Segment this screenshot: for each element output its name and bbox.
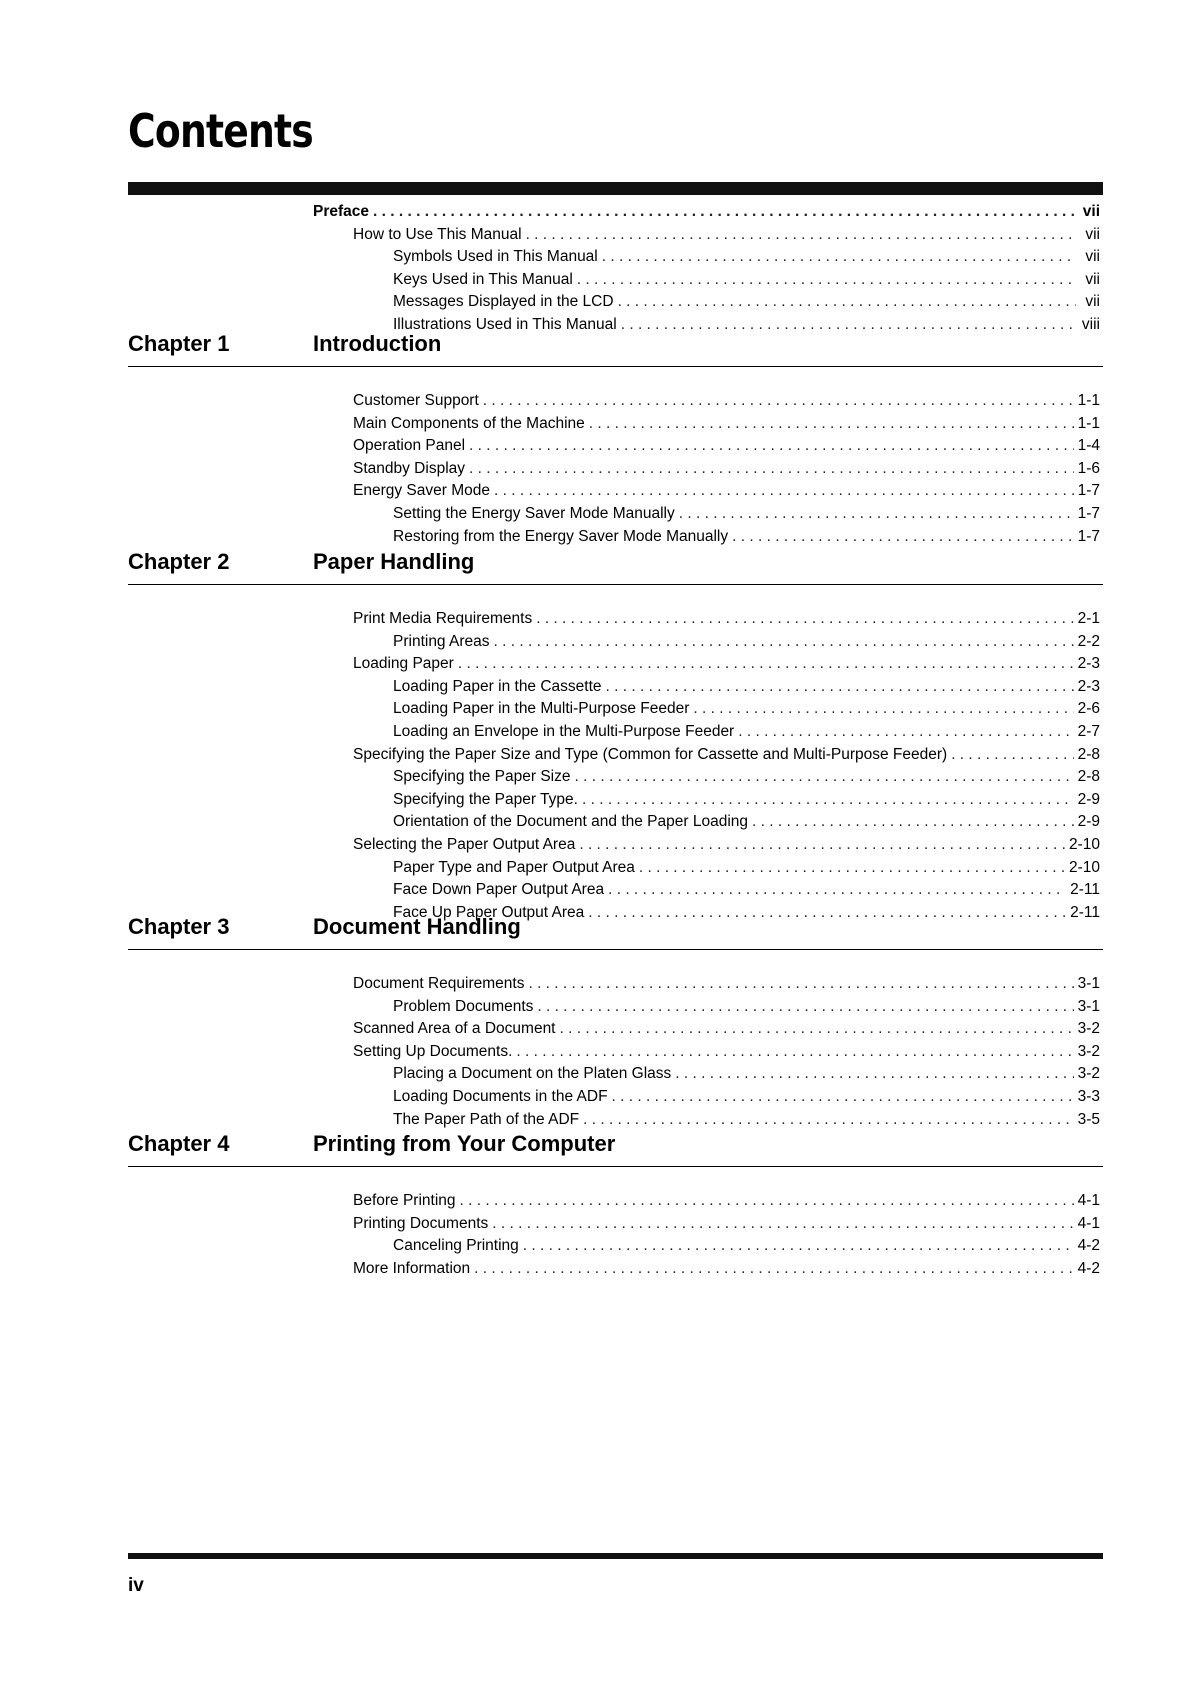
title-rule (128, 182, 1103, 195)
toc-entry-page: 1-1 (1077, 392, 1100, 409)
toc-entry[interactable] (393, 314, 1100, 337)
chapter-rule (128, 1166, 1103, 1167)
toc-entry-page: vii (1085, 248, 1100, 266)
toc-entry[interactable] (353, 224, 1100, 247)
dot-leader (373, 201, 1076, 224)
dot-leader (679, 503, 1074, 526)
toc-entry-page: 1-6 (1077, 459, 1100, 477)
toc-entry-page: 4-2 (1077, 1259, 1100, 1277)
chapter-rule (128, 366, 1103, 367)
toc-entry-label: Keys Used in This Manual (393, 270, 573, 288)
dot-leader (618, 291, 1076, 314)
toc-entry-page: 2-3 (1077, 655, 1100, 673)
toc-entry-page: 2-9 (1077, 790, 1100, 808)
chapter-entries (0, 390, 1190, 548)
toc-entry-page: vii (1085, 225, 1100, 243)
dot-leader (621, 314, 1076, 337)
toc-entry[interactable] (313, 201, 1100, 224)
toc-entry[interactable] (353, 744, 1100, 767)
toc-entry-page: 2-10 (1068, 858, 1100, 876)
chapter-label: Chapter 3 (128, 914, 230, 939)
chapter-title[interactable]: Introduction (313, 331, 442, 356)
dot-leader (693, 698, 1073, 721)
toc-entry[interactable] (393, 857, 1100, 880)
toc-entry-page: 2-7 (1077, 722, 1100, 740)
toc-entry-page: vii (1085, 293, 1100, 311)
toc-entry[interactable] (353, 973, 1100, 996)
toc-entry-page: 3-2 (1077, 1042, 1100, 1060)
chapter-entries (0, 608, 1190, 924)
chapter-label: Chapter 1 (128, 331, 230, 356)
toc-entry-label: More Information (353, 1259, 471, 1277)
toc-entry[interactable] (393, 1063, 1100, 1086)
dot-leader (536, 608, 1073, 631)
chapter-entries (0, 1190, 1190, 1280)
dot-leader (516, 1041, 1073, 1064)
toc-entry-label: Setting Up Documents. (353, 1042, 513, 1060)
toc-entry-label: Loading Paper (353, 655, 454, 673)
toc-entry[interactable] (393, 631, 1100, 654)
toc-entry-label: Preface (313, 203, 370, 220)
toc-entry-label: Face Up Paper Output Area (393, 903, 585, 921)
toc-entry-page: 2-3 (1077, 677, 1100, 695)
dot-leader (494, 631, 1074, 654)
toc-entry-label: Loading an Envelope in the Multi-Purpose Feeder (393, 722, 735, 740)
toc-entry-page: 2-8 (1077, 768, 1100, 786)
toc-entry[interactable] (393, 291, 1100, 314)
dot-leader (589, 413, 1074, 436)
toc-entry-label: Specifying the Paper Size and Type (Common for Cassette and Multi-Purpose Feeder) (353, 745, 948, 763)
toc-entry-page: 3-3 (1077, 1087, 1100, 1105)
toc-entry[interactable] (393, 996, 1100, 1019)
toc-entry-label: Setting the Energy Saver Mode Manually (393, 504, 675, 522)
toc-entry-label: Standby Display (353, 459, 466, 477)
toc-entry-label: Restoring from the Energy Saver Mode Manually (393, 527, 729, 545)
dot-leader (588, 902, 1066, 925)
toc-entry[interactable] (353, 390, 1100, 413)
toc-entry-label: Face Down Paper Output Area (393, 881, 605, 899)
chapter-rule (128, 584, 1103, 585)
toc-entry-page: 1-7 (1077, 527, 1100, 545)
dot-leader (469, 435, 1074, 458)
toc-entry-label: Problem Documents (393, 997, 534, 1015)
dot-leader (675, 1063, 1073, 1086)
toc-entry[interactable] (393, 879, 1100, 902)
toc-entry-label: How to Use This Manual (353, 225, 522, 243)
toc-entry[interactable] (393, 721, 1100, 744)
toc-entry[interactable] (393, 1109, 1100, 1132)
toc-entry-page: 3-2 (1077, 1020, 1100, 1038)
toc-entry[interactable] (393, 1235, 1100, 1258)
toc-entry-label: Specifying the Paper Size (393, 768, 571, 786)
toc-entry[interactable] (353, 608, 1100, 631)
toc-entry-label: Specifying the Paper Type. (393, 790, 578, 808)
dot-leader (579, 834, 1065, 857)
toc-entry-label: Document Requirements (353, 975, 525, 992)
toc-entry-page: viii (1081, 315, 1100, 333)
chapter-title[interactable]: Document Handling (313, 914, 521, 939)
toc-entry-page: 2-8 (1077, 745, 1100, 763)
toc-entry-page: 3-2 (1077, 1065, 1100, 1083)
chapter-rule (128, 949, 1103, 950)
dot-leader (606, 676, 1074, 699)
dot-leader (526, 224, 1076, 247)
dot-leader (460, 1190, 1074, 1213)
toc-entry[interactable] (353, 413, 1100, 436)
toc-entry[interactable] (353, 1190, 1100, 1213)
toc-entry-label: Printing Documents (353, 1214, 489, 1232)
toc-entry-page: vii (1082, 203, 1100, 220)
toc-entry-page: 1-4 (1077, 437, 1100, 455)
dot-leader (474, 1258, 1073, 1281)
chapter-title[interactable]: Printing from Your Computer (313, 1131, 616, 1156)
toc-entry[interactable] (353, 653, 1100, 676)
chapter-label: Chapter 4 (128, 1131, 230, 1156)
dot-leader (537, 996, 1073, 1019)
page-title: Contents (128, 104, 313, 158)
toc-entry-label: Selecting the Paper Output Area (353, 835, 576, 853)
toc-entry-label: Illustrations Used in This Manual (393, 315, 617, 333)
dot-leader (602, 246, 1076, 269)
dot-leader (560, 1018, 1074, 1041)
toc-entry-page: 4-1 (1077, 1192, 1100, 1209)
toc-entry[interactable] (393, 526, 1100, 549)
dot-leader (608, 879, 1066, 902)
dot-leader (752, 811, 1074, 834)
toc-entry-page: 1-7 (1077, 504, 1100, 522)
toc-entry-page: 1-7 (1077, 482, 1100, 500)
toc-entry[interactable] (393, 811, 1100, 834)
dot-leader (458, 653, 1074, 676)
toc-entry[interactable] (353, 1018, 1100, 1041)
dot-leader (732, 526, 1073, 549)
toc-entry[interactable] (353, 458, 1100, 481)
toc-entry-page: 4-2 (1077, 1237, 1100, 1255)
toc-entry-label: Operation Panel (353, 437, 466, 455)
toc-entry-page: 2-10 (1068, 835, 1100, 853)
toc-entry[interactable] (393, 503, 1100, 526)
dot-leader (639, 857, 1065, 880)
toc-entry[interactable] (353, 834, 1100, 857)
chapter-title[interactable]: Paper Handling (313, 549, 475, 574)
dot-leader (951, 744, 1073, 767)
toc-entry[interactable] (393, 698, 1100, 721)
toc-entry-label: Loading Documents in the ADF (393, 1087, 608, 1105)
toc-entry-label: Placing a Document on the Platen Glass (393, 1065, 672, 1083)
footer-rule (128, 1553, 1103, 1559)
dot-leader (528, 973, 1073, 996)
dot-leader (582, 789, 1074, 812)
toc-entry-label: Symbols Used in This Manual (393, 248, 598, 266)
toc-entry-page: 3-1 (1077, 975, 1100, 992)
toc-entry-label: Canceling Printing (393, 1237, 519, 1255)
dot-leader (469, 458, 1074, 481)
toc-entry-label: Main Components of the Machine (353, 414, 585, 432)
toc-entry-page: 2-2 (1077, 632, 1100, 650)
toc-entry[interactable] (393, 1086, 1100, 1109)
toc-entry-label: Before Printing (353, 1192, 456, 1209)
toc-entry[interactable] (393, 676, 1100, 699)
toc-entry-label: Messages Displayed in the LCD (393, 293, 614, 311)
toc-entry-label: Loading Paper in the Multi-Purpose Feeder (393, 700, 690, 718)
toc-entry-label: The Paper Path of the ADF (393, 1110, 580, 1128)
toc-entry[interactable] (353, 435, 1100, 458)
dot-leader (494, 480, 1074, 503)
toc-entry-page: 3-1 (1077, 997, 1100, 1015)
dot-leader (738, 721, 1073, 744)
toc-entry-page: vii (1085, 270, 1100, 288)
dot-leader (577, 269, 1076, 292)
chapter-label: Chapter 2 (128, 549, 230, 574)
toc-entry-page: 2-1 (1077, 610, 1100, 627)
toc-entry-page: 2-11 (1070, 903, 1100, 921)
toc-entry-page: 2-6 (1077, 700, 1100, 718)
toc-entry-label: Customer Support (353, 392, 479, 409)
toc-entry[interactable] (393, 789, 1100, 812)
toc-entry-page: 2-9 (1077, 813, 1100, 831)
toc-entry[interactable] (353, 480, 1100, 503)
toc-entry-label: Orientation of the Document and the Paper Loading (393, 813, 749, 831)
toc-entry-label: Scanned Area of a Document (353, 1020, 556, 1038)
toc-entry-label: Printing Areas (393, 632, 490, 650)
preface-section (0, 201, 1190, 337)
dot-leader (523, 1235, 1074, 1258)
toc-entry-page: 2-11 (1070, 881, 1100, 899)
chapter-entries (0, 973, 1190, 1131)
toc-entry[interactable] (353, 1213, 1100, 1236)
dot-leader (575, 766, 1074, 789)
dot-leader (492, 1213, 1073, 1236)
toc-entry-page: 3-5 (1077, 1110, 1100, 1128)
dot-leader (612, 1086, 1074, 1109)
footer-page-number: iv (128, 1575, 144, 1596)
toc-entry-label: Loading Paper in the Cassette (393, 677, 602, 695)
toc-entry[interactable] (393, 269, 1100, 292)
dot-leader (483, 390, 1074, 413)
toc-entry[interactable] (393, 766, 1100, 789)
toc-entry[interactable] (353, 1041, 1100, 1064)
toc-entry[interactable] (353, 1258, 1100, 1281)
toc-entry-page: 1-1 (1077, 414, 1100, 432)
toc-entry-page: 4-1 (1077, 1214, 1100, 1232)
toc-entry-label: Energy Saver Mode (353, 482, 490, 500)
dot-leader (583, 1109, 1073, 1132)
toc-entry-label: Paper Type and Paper Output Area (393, 858, 635, 876)
toc-entry-label: Print Media Requirements (353, 610, 533, 627)
toc-entry[interactable] (393, 246, 1100, 269)
